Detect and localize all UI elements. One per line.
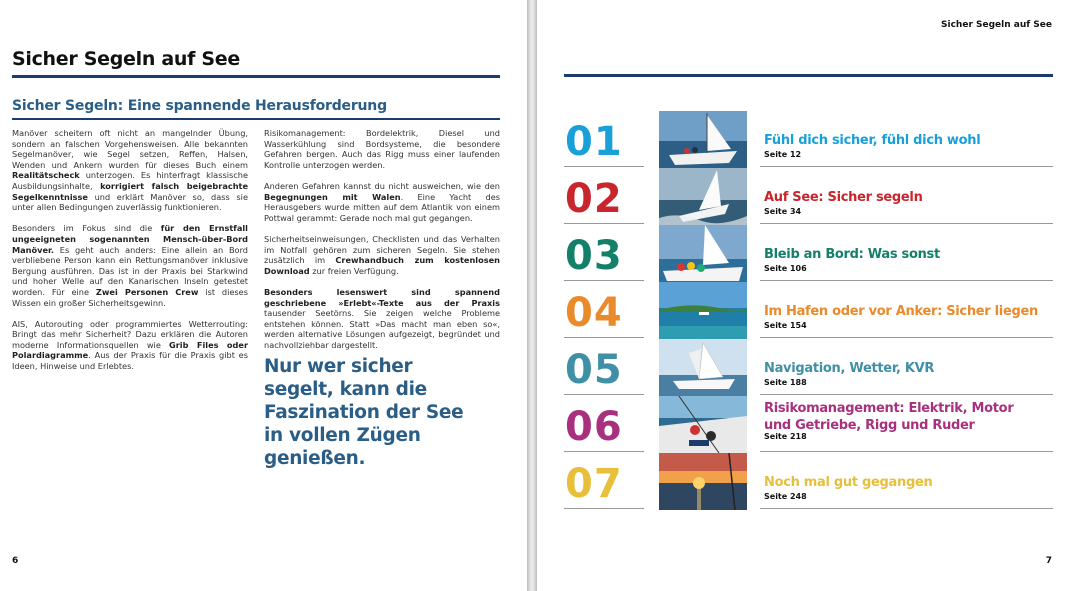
- text-column-2: [264, 128, 500, 361]
- pull-quote: Nur wer sicher segelt, kann die Faszination der See in vollen Zügen genießen.: [264, 356, 464, 469]
- chapter-number: 06: [565, 404, 623, 450]
- chapter-entry[interactable]: [537, 453, 1068, 510]
- contents-rule: [564, 74, 1053, 77]
- text-column-1: [12, 128, 248, 382]
- chapter-photo: [659, 225, 747, 282]
- title-rule: [12, 75, 500, 78]
- chapter-page-ref: Seite 154: [764, 321, 807, 330]
- chapter-number-rule: [564, 280, 644, 281]
- chapter-photo: [659, 168, 747, 225]
- chapter-title-rule: [760, 166, 1053, 167]
- chapter-number: 07: [565, 461, 623, 507]
- chapter-photo: [659, 396, 747, 453]
- running-head: Sicher Segeln auf See: [941, 20, 1052, 30]
- chapter-title: Im Hafen oder vor Anker: Sicher liegen: [764, 304, 1038, 319]
- chapter-title: Auf See: Sicher segeln: [764, 190, 923, 205]
- chapter-title: Noch mal gut gegangen: [764, 475, 933, 490]
- chapter-entry[interactable]: [537, 396, 1068, 453]
- chapter-page-ref: Seite 188: [764, 378, 807, 387]
- chapter-number-rule: [564, 394, 644, 395]
- chapter-number-rule: [564, 223, 644, 224]
- book-gutter: [527, 0, 537, 591]
- subtitle-rule: [12, 118, 500, 120]
- chapter-title-rule: [760, 223, 1053, 224]
- chapter-number: 02: [565, 176, 623, 222]
- chapter-page-ref: Seite 12: [764, 150, 802, 159]
- section-subtitle: Sicher Segeln: Eine spannende Herausforderung: [12, 98, 387, 114]
- chapter-title: Bleib an Bord: Was sonst: [764, 247, 940, 262]
- body-paragraph: Sicherheitseinweisungen, Checklisten und das Verhalten im Notfall gehören zum sicheren Segeln. Sie stehen zusätzlich im Crewhandbuch zum kostenlosen Download zur freien Verfügung.: [264, 233, 500, 276]
- chapter-number-rule: [564, 451, 644, 452]
- chapter-title: Risikomanagement: Elektrik, Motor und Getriebe, Rigg und Ruder: [764, 401, 1014, 433]
- page-number-left: 6: [12, 556, 19, 566]
- body-paragraph: Risikomanagement: Bordelektrik, Diesel und Wasserkühlung sind Bordsysteme, die besondere Gefahren bergen. Auch das Rigg muss einer laufenden Kontrolle unterzogen werden.: [264, 128, 500, 170]
- chapter-page-ref: Seite 34: [764, 207, 802, 216]
- chapter-title: Fühl dich sicher, fühl dich wohl: [764, 133, 981, 148]
- body-paragraph: Besonders lesenswert sind spannend geschriebene »Erlebt«-Texte aus der Praxis tausender Seetörns. Sie zeigen welche Probleme entstehen können. Statt »Das macht man eben so«, werden alternative Lösungen aufgezeigt, begründet und nachvollziehbar dargestellt.: [264, 286, 500, 350]
- chapter-entry[interactable]: [537, 282, 1068, 339]
- chapter-number-rule: [564, 337, 644, 338]
- chapter-number-rule: [564, 166, 644, 167]
- right-page: [537, 0, 1068, 591]
- body-paragraph: Anderen Gefahren kannst du nicht ausweichen, wie den Begegnungen mit Walen. Eine Yacht des Herausgebers wurde mitten auf dem Atlantik von einem Pottwal gerammt: Gerade noch mal gut gegangen.: [264, 180, 501, 223]
- chapter-number: 05: [565, 347, 623, 393]
- body-paragraph: AIS, Autorouting oder programmiertes Wetterrouting: Bringt das mehr Sicherheit? Dazu erklären die Autoren moderne Informationsquellen wie Grib Files oder Polardiagramme. Aus der Praxis für die Praxis gibt es Ideen, Hinweise und Erlebtes.: [12, 318, 248, 372]
- chapter-entry[interactable]: [537, 225, 1068, 282]
- chapter-title-rule: [760, 280, 1053, 281]
- chapter-title-rule: [760, 337, 1053, 338]
- page-number-right: 7: [1045, 556, 1052, 566]
- chapter-number: 03: [565, 233, 623, 279]
- chapter-page-ref: Seite 248: [764, 492, 807, 501]
- chapter-photo: [659, 111, 747, 168]
- chapter-entry[interactable]: [537, 339, 1068, 396]
- body-paragraph: Besonders im Fokus sind die für den Ernstfall ungeeigneten sogenannten Mensch-über-Bord Manöver. Es geht auch anders: Eine allein an Bord verbliebene Person kann ein Rettungsmanöver inklusive Bergung ausführen. Das ist in der Praxis bei Starkwind und hoher Welle auf den Kanarischen Inseln getestet worden. Für eine Zwei Personen Crew ist dieses Wissen ein großer Sicherheitsgewinn.: [12, 223, 248, 308]
- body-paragraph: Manöver scheitern oft nicht an mangelnder Übung, sondern an falschen Vorgehensweisen. Alle bekannten Segelmanöver, wie Segel setzen, Reffen, Halsen, Wenden und Ankern wurden für dieses Buch einem Realitätscheck unterzogen. Es hinterfragt klassische Ausbildungsinhalte, korrigiert falsch beigebrachte Segelkenntnisse und erklärt Manöver so, dass sie unter allen Bedingungen zuverlässig funktionieren.: [12, 128, 248, 213]
- chapter-number: 01: [565, 119, 623, 165]
- chapter-title-rule: [760, 451, 1053, 452]
- chapter-title-rule: [760, 394, 1053, 395]
- chapter-number: 04: [565, 290, 623, 336]
- chapter-photo: [659, 453, 747, 510]
- chapter-entry[interactable]: [537, 111, 1068, 168]
- chapter-title: Navigation, Wetter, KVR: [764, 361, 935, 376]
- chapter-photo: [659, 339, 747, 396]
- left-page: [0, 0, 527, 591]
- chapter-page-ref: Seite 218: [764, 432, 807, 441]
- chapter-title-rule: [760, 508, 1053, 509]
- chapter-photo: [659, 282, 747, 339]
- chapter-number-rule: [564, 508, 644, 509]
- chapter-entry[interactable]: [537, 168, 1068, 225]
- chapter-page-ref: Seite 106: [764, 264, 807, 273]
- page-title: Sicher Segeln auf See: [12, 48, 240, 70]
